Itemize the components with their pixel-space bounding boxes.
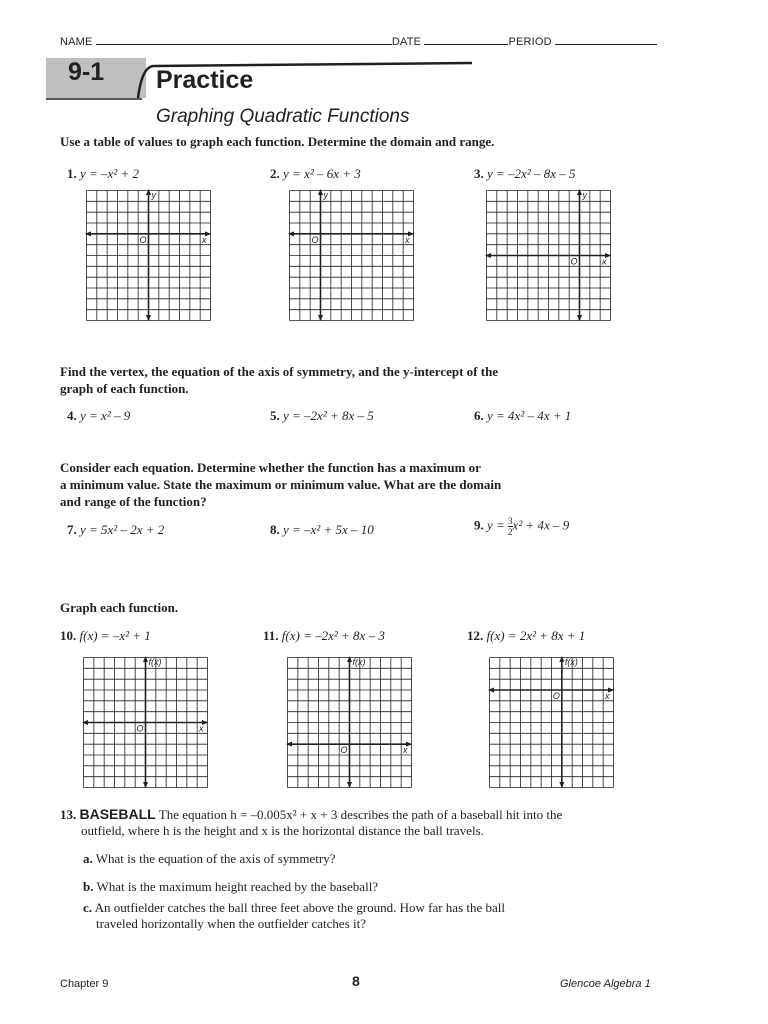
problem-12: 12. f(x) = 2x² + 8x + 1 bbox=[467, 628, 586, 643]
axis-arrow bbox=[559, 656, 564, 662]
problem-11: 11. f(x) = –2x² + 8x – 3 bbox=[263, 628, 385, 643]
problem-10: 10. f(x) = –x² + 1 bbox=[60, 628, 151, 643]
section2-instruction: Find the vertex, the equation of the axis of symmetry, and the y-intercept of the graph of each function. bbox=[60, 364, 499, 396]
grid-problem-10[interactable] bbox=[83, 657, 208, 788]
page-subtitle: Graphing Quadratic Functions bbox=[156, 106, 410, 127]
axis-arrow bbox=[82, 720, 88, 725]
fraction: $\frac{3}{2}$ bbox=[508, 516, 513, 537]
axis-arrow bbox=[85, 231, 91, 236]
footer-book: Glencoe Algebra 1 bbox=[560, 978, 651, 990]
axis-arrow bbox=[143, 656, 148, 662]
problem-9: 9. y = $\frac{3}{2}$ x² + 4x – 9 bbox=[474, 516, 570, 537]
period-label: PERIOD bbox=[508, 36, 552, 48]
axis-arrow bbox=[143, 782, 148, 788]
origin-label: O bbox=[570, 256, 578, 267]
origin-label: O bbox=[139, 234, 147, 245]
fx-axis-label: f(x) bbox=[564, 657, 578, 667]
lesson-number: 9-1 bbox=[68, 58, 105, 86]
problem-13c: c. An outfielder catches the ball three feet above the ground. How far has the ball traveled horizontally when the outfielder catches it? bbox=[83, 900, 505, 931]
y-axis-label: y bbox=[323, 190, 328, 200]
problem-2: 2. y = x² – 6x + 3 bbox=[270, 166, 361, 181]
name-field[interactable] bbox=[96, 34, 392, 45]
origin-label: O bbox=[340, 745, 348, 756]
footer-chapter: Chapter 9 bbox=[60, 978, 109, 990]
problem-6: 6. y = 4x² – 4x + 1 bbox=[474, 408, 572, 423]
section4-instruction: Graph each function. bbox=[60, 600, 179, 615]
x-axis-label: x bbox=[605, 691, 610, 701]
problem-7: 7. y = 5x² – 2x + 2 bbox=[67, 522, 165, 537]
axis-arrow bbox=[286, 742, 292, 747]
axis-arrow bbox=[559, 782, 564, 788]
grid-problem-2[interactable] bbox=[289, 190, 414, 321]
problem-3: 3. y = –2x² – 8x – 5 bbox=[474, 166, 576, 181]
period-field[interactable] bbox=[555, 34, 657, 45]
fx-axis-label: f(x) bbox=[148, 657, 162, 667]
axis-arrow bbox=[146, 189, 151, 195]
problem-13: 13. BASEBALL The equation h = –0.005x² + x + 3 describes the path of a baseball hit into the outfield, where h is the height and x is the horizontal distance the ball travels. bbox=[60, 806, 563, 838]
x-axis-label: x bbox=[405, 234, 410, 245]
axis-arrow bbox=[577, 189, 582, 195]
problem-8: 8. y = –x² + 5x – 10 bbox=[270, 522, 374, 537]
grid-problem-1[interactable] bbox=[86, 190, 211, 321]
y-axis-label: y bbox=[582, 190, 587, 200]
page-title: Practice bbox=[156, 66, 254, 94]
section3-instruction: Consider each equation. Determine whether the function has a maximum or a minimum value. State the maximum or minimum value. What are the domain and range of the function? bbox=[60, 460, 502, 509]
axis-arrow bbox=[347, 656, 352, 662]
x-axis-label: x bbox=[602, 256, 607, 267]
axis-arrow bbox=[347, 782, 352, 788]
axis-arrow bbox=[488, 688, 494, 693]
x-axis-label: x bbox=[199, 723, 204, 734]
x-axis-label: x bbox=[403, 745, 408, 756]
grid-problem-11[interactable] bbox=[287, 657, 412, 788]
problem-5: 5. y = –2x² + 8x – 5 bbox=[270, 408, 374, 423]
problem-13a: a. What is the equation of the axis of symmetry? bbox=[83, 851, 336, 866]
name-label: NAME bbox=[60, 36, 93, 48]
grid-lines bbox=[490, 658, 614, 788]
footer-page-number: 8 bbox=[352, 973, 360, 989]
y-axis-label: y bbox=[151, 190, 156, 200]
problem-4: 4. y = x² – 9 bbox=[67, 408, 131, 423]
origin-label: O bbox=[136, 723, 144, 734]
date-field[interactable] bbox=[424, 34, 508, 45]
problem-13-title: BASEBALL bbox=[79, 806, 156, 822]
x-axis-label: x bbox=[202, 234, 207, 245]
date-label: DATE bbox=[391, 36, 422, 48]
fx-axis-label: f(x) bbox=[352, 657, 366, 667]
grid-problem-3[interactable] bbox=[486, 190, 611, 321]
section1-instruction: Use a table of values to graph each function. Determine the domain and range. bbox=[60, 134, 495, 149]
lesson-banner-rule bbox=[46, 58, 486, 102]
origin-label: O bbox=[311, 234, 319, 245]
header-fields bbox=[60, 34, 657, 48]
axis-arrow bbox=[485, 253, 491, 258]
problem-1: 1. y = –x² + 2 bbox=[67, 166, 139, 181]
origin-label: O bbox=[552, 691, 560, 701]
axis-arrow bbox=[318, 189, 323, 195]
problem-13b: b. What is the maximum height reached by the baseball? bbox=[83, 879, 379, 894]
grid-lines bbox=[290, 191, 414, 321]
grid-problem-12[interactable] bbox=[489, 657, 614, 788]
axis-arrow bbox=[288, 231, 294, 236]
